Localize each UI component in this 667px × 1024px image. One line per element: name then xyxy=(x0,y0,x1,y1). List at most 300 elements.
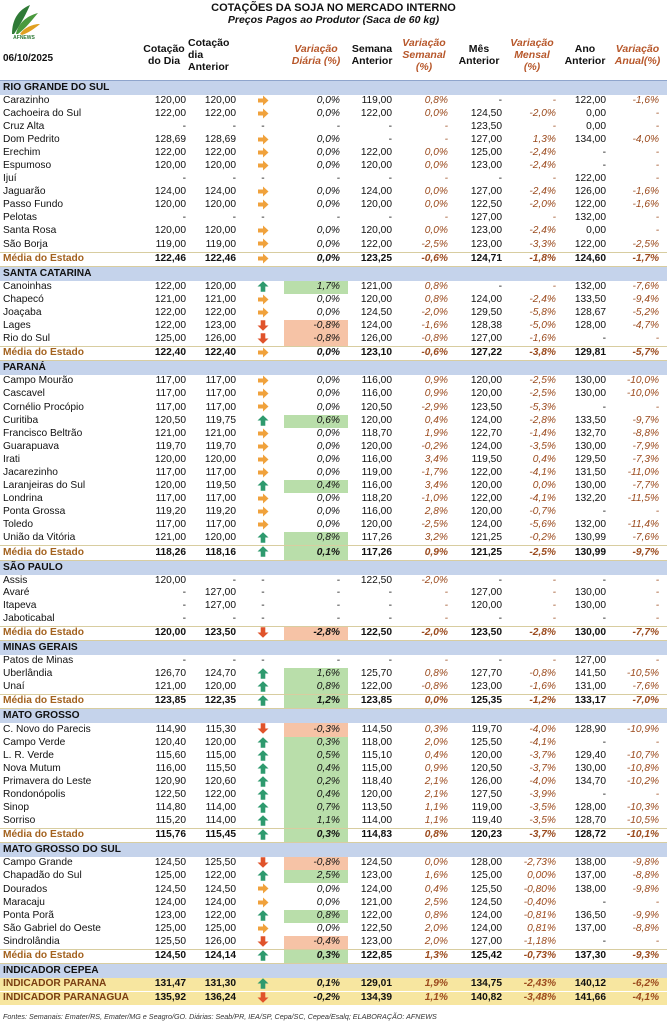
mes-anterior: 123,50 xyxy=(470,401,502,413)
cotacao-anterior: 117,00 xyxy=(205,388,236,400)
flat-arrow-icon xyxy=(242,388,284,401)
cotacao-anterior: 126,00 xyxy=(204,935,236,947)
variacao-diaria: - xyxy=(336,212,340,224)
trend-cell: - xyxy=(261,613,265,625)
table-row xyxy=(0,587,667,600)
mes-anterior: - xyxy=(498,95,502,107)
cotacao-anterior: 117,00 xyxy=(205,493,236,505)
variacao-semanal: -0,6% xyxy=(398,252,456,266)
variacao-diaria: 0,4% xyxy=(284,763,348,776)
semana-anterior: 114,50 xyxy=(361,723,392,735)
name: Rondonópolis xyxy=(3,789,66,800)
flat-arrow-icon xyxy=(242,493,284,506)
down-arrow-icon xyxy=(242,723,284,736)
variacao-mensal: 0,4% xyxy=(532,453,556,465)
variacao-anual: -11,0% xyxy=(627,466,660,478)
cotacao-dia: 124,50 xyxy=(136,949,192,963)
ano-anterior: 129,81 xyxy=(564,347,612,361)
variacao-diaria: 0,0% xyxy=(316,922,340,934)
cotacao-anterior: 124,00 xyxy=(204,896,236,908)
page-title: COTAÇÕES DA SOJA NO MERCADO INTERNO xyxy=(211,2,456,14)
cotacao-dia: 123,85 xyxy=(136,695,192,709)
table-row xyxy=(0,480,667,493)
variacao-semanal: -0,8% xyxy=(421,681,448,693)
ano-anterior: 130,99 xyxy=(574,532,606,544)
cotacao-dia: 117,00 xyxy=(155,466,186,478)
variacao-mensal: -2,4% xyxy=(529,186,556,198)
ano-anterior: 129,40 xyxy=(574,749,606,761)
mes-anterior: 127,00 xyxy=(470,587,502,599)
variacao-semanal: -0,6% xyxy=(398,347,456,361)
variacao-semanal: 3,2% xyxy=(424,532,448,544)
mes-anterior: 121,25 xyxy=(470,532,502,544)
variacao-anual: - xyxy=(655,789,660,800)
ano-anterior: 0,00 xyxy=(586,108,606,120)
name: Campo Grande xyxy=(3,857,73,869)
variacao-semanal: 0,0% xyxy=(424,857,448,869)
variacao-anual: -8,8% xyxy=(632,427,660,439)
cotacao-dia: 122,00 xyxy=(154,108,186,120)
ano-anterior: 132,00 xyxy=(574,519,606,531)
variacao-semanal: - xyxy=(444,134,448,146)
cotacao-dia: 131,47 xyxy=(136,978,192,992)
column-headers xyxy=(0,36,667,78)
name: Guarapuava xyxy=(3,440,60,452)
semana-anterior: 118,70 xyxy=(361,427,392,439)
semana-anterior: 116,00 xyxy=(361,480,392,492)
variacao-semanal: 0,9% xyxy=(398,546,456,560)
up-arrow-icon xyxy=(242,737,284,750)
variacao-diaria: 0,4% xyxy=(284,480,348,493)
cotacao-anterior: - xyxy=(232,121,236,133)
cotacao-anterior: 119,70 xyxy=(205,440,236,452)
variacao-diaria: 0,0% xyxy=(316,375,340,387)
flat-arrow-icon xyxy=(242,506,284,519)
mes-anterior: 125,42 xyxy=(456,949,508,963)
mes-anterior: - xyxy=(498,655,502,667)
flat-arrow-icon xyxy=(242,307,284,320)
name: Francisco Beltrão xyxy=(3,427,83,439)
ano-anterior: 128,72 xyxy=(564,829,612,843)
cotacao-dia: 120,00 xyxy=(154,225,186,237)
semana-anterior: 117,26 xyxy=(361,532,392,544)
variacao-mensal: -2,73% xyxy=(523,857,556,869)
ano-anterior: 128,70 xyxy=(574,815,606,827)
ano-anterior: 132,20 xyxy=(574,493,606,505)
mes-anterior: 122,70 xyxy=(470,427,502,439)
variacao-anual: -7,6% xyxy=(632,681,660,693)
mes-anterior: 127,70 xyxy=(470,668,502,680)
name: Campo Verde xyxy=(3,736,66,748)
variacao-diaria: 0,0% xyxy=(316,160,340,172)
name: Chapadão do Sul xyxy=(3,870,82,882)
variacao-mensal: - xyxy=(552,121,556,133)
variacao-diaria: 0,1% xyxy=(284,978,348,992)
ano-anterior: - xyxy=(602,506,606,518)
cotacao-dia: 124,50 xyxy=(154,857,186,869)
table-row xyxy=(0,910,667,923)
mes-anterior: 140,82 xyxy=(456,992,508,1006)
variacao-mensal: -3,5% xyxy=(529,802,556,814)
semana-anterior: 125,70 xyxy=(360,668,392,680)
semana-anterior: 122,85 xyxy=(348,949,398,963)
variacao-anual: - xyxy=(655,333,660,345)
variacao-anual: -4,1% xyxy=(612,992,667,1006)
variacao-semanal: 0,0% xyxy=(424,108,448,120)
variacao-semanal: 2,8% xyxy=(424,506,448,518)
ano-anterior: 0,00 xyxy=(586,121,606,133)
variacao-diaria: -2,8% xyxy=(284,627,348,641)
cotacao-dia: 122,00 xyxy=(154,306,186,318)
variacao-mensal: -0,8% xyxy=(529,668,556,680)
ano-anterior: 127,00 xyxy=(574,655,606,667)
table-row xyxy=(0,134,667,147)
table-row xyxy=(0,936,667,950)
variacao-mensal: - xyxy=(552,95,556,107)
variacao-anual: -5,2% xyxy=(632,306,660,318)
variacao-mensal: -3,48% xyxy=(508,992,564,1006)
up-arrow-icon xyxy=(242,763,284,776)
mes-anterior: 127,00 xyxy=(470,212,502,224)
variacao-mensal: -1,6% xyxy=(529,333,556,345)
ano-anterior: - xyxy=(602,613,606,625)
semana-anterior: 126,00 xyxy=(360,333,392,345)
cotacao-anterior: 124,50 xyxy=(204,883,236,895)
name: Média do Estado xyxy=(0,347,136,361)
variacao-diaria: 0,8% xyxy=(284,532,348,546)
cotacao-anterior: - xyxy=(232,212,236,224)
state-average-row xyxy=(0,949,667,963)
variacao-semanal: 0,0% xyxy=(424,225,448,237)
variacao-mensal: -0,2% xyxy=(529,532,556,544)
quotes-table xyxy=(0,80,667,1006)
variacao-anual: - xyxy=(655,587,660,599)
flat-arrow-icon xyxy=(242,186,284,199)
cotacao-anterior: 120,00 xyxy=(204,225,236,237)
semana-anterior: 115,10 xyxy=(361,749,392,761)
variacao-anual: - xyxy=(655,401,660,413)
mes-anterior: 120,50 xyxy=(470,762,502,774)
name: Londrina xyxy=(3,493,43,505)
semana-anterior: 119,00 xyxy=(361,466,392,478)
variacao-semanal: 2,0% xyxy=(424,935,448,947)
section-title: SÃO PAULO xyxy=(0,560,667,575)
flat-arrow-icon xyxy=(242,238,284,252)
variacao-diaria: 0,0% xyxy=(316,134,340,146)
cotacao-dia: 122,00 xyxy=(154,280,186,292)
header-cotacao-dia: Cotação do Dia xyxy=(143,43,185,67)
semana-anterior: - xyxy=(388,173,392,185)
variacao-diaria: -0,8% xyxy=(284,320,348,333)
mes-anterior: 120,00 xyxy=(470,600,502,612)
variacao-diaria: - xyxy=(336,173,340,185)
variacao-mensal: -0,73% xyxy=(508,949,564,963)
header-variacao-mensal: Variação Mensal (%) xyxy=(510,37,554,73)
variacao-anual: - xyxy=(655,121,660,133)
table-row xyxy=(0,493,667,506)
cotacao-dia: 115,76 xyxy=(136,829,192,843)
flat-arrow-icon xyxy=(242,108,284,121)
variacao-semanal: 3,4% xyxy=(424,453,448,465)
variacao-semanal: 0,8% xyxy=(424,668,448,680)
variacao-semanal: 0,0% xyxy=(424,160,448,172)
variacao-mensal: - xyxy=(552,587,556,599)
up-arrow-icon xyxy=(242,668,284,681)
cotacao-anterior: 128,69 xyxy=(204,134,236,146)
cotacao-anterior: 117,00 xyxy=(205,375,236,387)
section-header xyxy=(0,81,667,96)
mes-anterior: 124,00 xyxy=(470,922,502,934)
state-average-row xyxy=(0,695,667,709)
variacao-anual: -10,9% xyxy=(626,723,660,735)
variacao-semanal: 1,9% xyxy=(424,427,448,439)
variacao-anual: -9,7% xyxy=(612,546,667,560)
name: Cruz Alta xyxy=(3,121,45,133)
variacao-anual: - xyxy=(655,225,660,237)
name: Passo Fundo xyxy=(3,199,64,211)
section-header xyxy=(0,709,667,724)
ano-anterior: 130,00 xyxy=(574,600,606,612)
variacao-anual: -10,5% xyxy=(626,668,660,680)
variacao-diaria: - xyxy=(336,600,340,612)
table-row xyxy=(0,108,667,121)
ano-anterior: 132,00 xyxy=(574,212,606,224)
trend-cell: - xyxy=(261,574,265,586)
variacao-diaria: 1,7% xyxy=(284,281,348,294)
up-arrow-icon xyxy=(242,776,284,789)
ano-anterior: 130,00 xyxy=(574,762,606,774)
ano-anterior: - xyxy=(602,736,606,748)
header-variacao-semanal: Variação Semanal (%) xyxy=(402,37,446,73)
variacao-diaria: 0,0% xyxy=(316,896,340,908)
mes-anterior: 127,00 xyxy=(470,186,502,198)
variacao-mensal: -2,4% xyxy=(529,160,556,172)
mes-anterior: 127,22 xyxy=(456,347,508,361)
semana-anterior: 121,00 xyxy=(360,280,392,292)
name: Santa Rosa xyxy=(3,225,57,237)
cotacao-anterior: 122,00 xyxy=(204,108,236,120)
table-row xyxy=(0,320,667,333)
indicator-row xyxy=(0,978,667,992)
cotacao-dia: 120,90 xyxy=(154,775,186,787)
name: INDICADOR PARANÁ xyxy=(0,978,136,992)
cotacao-dia: 124,00 xyxy=(154,186,186,198)
variacao-diaria: 0,0% xyxy=(316,440,340,452)
table-row xyxy=(0,388,667,401)
name: Média do Estado xyxy=(0,252,136,266)
mes-anterior: 124,71 xyxy=(456,252,508,266)
name: Média do Estado xyxy=(0,546,136,560)
mes-anterior: 119,40 xyxy=(471,815,502,827)
semana-anterior: 124,50 xyxy=(360,306,392,318)
cotacao-anterior: 122,46 xyxy=(192,252,242,266)
up-arrow-icon xyxy=(242,546,284,560)
variacao-diaria: 0,0% xyxy=(316,293,340,305)
up-arrow-icon xyxy=(242,750,284,763)
cotacao-dia: 119,00 xyxy=(155,238,186,250)
variacao-semanal: 1,1% xyxy=(398,992,456,1006)
cotacao-dia: 124,50 xyxy=(154,883,186,895)
name: C. Novo do Parecis xyxy=(3,723,91,735)
variacao-mensal: -5,6% xyxy=(529,519,556,531)
ano-anterior: 133,50 xyxy=(574,293,606,305)
variacao-diaria: 0,0% xyxy=(316,883,340,895)
cotacao-dia: 125,00 xyxy=(154,922,186,934)
variacao-diaria: 0,3% xyxy=(284,829,348,843)
cotacao-anterior: 115,30 xyxy=(205,723,236,735)
variacao-semanal: 2,5% xyxy=(424,896,448,908)
variacao-mensal: 1,3% xyxy=(532,134,556,146)
flat-arrow-icon xyxy=(242,375,284,388)
cotacao-anterior: 122,00 xyxy=(204,870,236,882)
name: São Gabriel do Oeste xyxy=(3,922,101,934)
semana-anterior: 120,00 xyxy=(360,440,392,452)
semana-anterior: 120,00 xyxy=(360,789,392,800)
table-row xyxy=(0,441,667,454)
variacao-anual: -2,5% xyxy=(632,238,660,250)
semana-anterior: 116,00 xyxy=(361,506,392,518)
header-variacao-diaria: Variação Diária (%) xyxy=(291,43,341,67)
semana-anterior: - xyxy=(388,600,392,612)
cotacao-dia: 114,80 xyxy=(155,802,186,814)
cotacao-dia: - xyxy=(182,121,186,133)
semana-anterior: 116,00 xyxy=(361,453,392,465)
cotacao-anterior: - xyxy=(232,613,236,625)
up-arrow-icon xyxy=(242,281,284,294)
semana-anterior: 120,00 xyxy=(360,519,392,531)
variacao-anual: -7,6% xyxy=(632,280,660,292)
header-ano: Ano Anterior xyxy=(564,43,606,67)
mes-anterior: 124,00 xyxy=(470,414,502,426)
ano-anterior: - xyxy=(602,160,606,172)
variacao-mensal: -1,6% xyxy=(529,681,556,693)
up-arrow-icon xyxy=(242,681,284,695)
table-row xyxy=(0,519,667,532)
variacao-diaria: 0,0% xyxy=(316,186,340,198)
variacao-diaria: 0,0% xyxy=(284,252,348,266)
variacao-semanal: 0,4% xyxy=(424,749,448,761)
flat-arrow-icon xyxy=(242,160,284,173)
cotacao-anterior: 119,00 xyxy=(205,238,236,250)
semana-anterior: 134,39 xyxy=(348,992,398,1006)
variacao-mensal: -1,4% xyxy=(529,427,556,439)
section-header xyxy=(0,964,667,979)
variacao-anual: -9,8% xyxy=(632,883,660,895)
variacao-mensal: -3,7% xyxy=(529,762,556,774)
cotacao-dia: 121,00 xyxy=(154,681,186,693)
cotacao-anterior: 114,00 xyxy=(205,802,236,814)
cotacao-anterior: - xyxy=(232,173,236,185)
cotacao-anterior: 115,45 xyxy=(192,829,242,843)
ano-anterior: 137,00 xyxy=(574,922,606,934)
variacao-anual: - xyxy=(655,506,660,518)
variacao-diaria: -0,2% xyxy=(284,992,348,1006)
mes-anterior: 124,50 xyxy=(470,108,502,120)
variacao-mensal: - xyxy=(552,173,556,185)
variacao-diaria: 0,1% xyxy=(284,546,348,560)
name: Itapeva xyxy=(3,600,37,612)
state-average-row xyxy=(0,252,667,266)
ano-anterior: 122,00 xyxy=(574,199,606,211)
variacao-anual: -4,0% xyxy=(632,134,660,146)
variacao-diaria: 0,0% xyxy=(316,306,340,318)
flat-arrow-icon xyxy=(242,467,284,480)
mes-anterior: 129,50 xyxy=(470,306,502,318)
name: Cachoeira do Sul xyxy=(3,108,82,120)
table-row xyxy=(0,802,667,815)
cotacao-dia: 135,92 xyxy=(136,992,192,1006)
variacao-semanal: -2,0% xyxy=(421,574,448,586)
trend-cell: - xyxy=(261,173,265,185)
cotacao-dia: 120,50 xyxy=(154,414,186,426)
ano-anterior: 138,00 xyxy=(574,857,606,869)
semana-anterior: 120,00 xyxy=(360,160,392,172)
variacao-diaria: 1,1% xyxy=(284,815,348,829)
flat-arrow-icon xyxy=(242,923,284,936)
section-title: PARANÁ xyxy=(0,361,667,376)
variacao-anual: -7,7% xyxy=(612,627,667,641)
variacao-mensal: -3,7% xyxy=(508,829,564,843)
variacao-mensal: - xyxy=(552,280,556,292)
mes-anterior: 123,00 xyxy=(470,225,502,237)
semana-anterior: 121,00 xyxy=(360,896,392,908)
name: Sindrolândia xyxy=(3,935,60,947)
variacao-mensal: -1,2% xyxy=(508,695,564,709)
variacao-diaria: 0,0% xyxy=(316,506,340,518)
semana-anterior: 122,50 xyxy=(360,922,392,934)
cotacao-anterior: 127,00 xyxy=(204,600,236,612)
table-row xyxy=(0,160,667,173)
cotacao-anterior: 119,75 xyxy=(205,414,236,426)
variacao-mensal: -4,1% xyxy=(529,493,556,505)
ano-anterior: 131,00 xyxy=(574,681,606,693)
variacao-semanal: 0,8% xyxy=(398,829,456,843)
cotacao-dia: 125,00 xyxy=(154,870,186,882)
variacao-anual: -7,7% xyxy=(632,480,660,492)
table-row xyxy=(0,763,667,776)
mes-anterior: 125,50 xyxy=(470,736,502,748)
name: Laranjeiras do Sul xyxy=(3,480,86,492)
variacao-semanal: -1,7% xyxy=(421,466,448,478)
flat-arrow-icon xyxy=(242,897,284,910)
cotacao-dia: 118,26 xyxy=(136,546,192,560)
variacao-diaria: 0,0% xyxy=(316,453,340,465)
up-arrow-icon xyxy=(242,829,284,843)
footer-sources: Fontes: Semanais: Emater/RS, Emater/MG e Seagro/GO. Diárias: Seab/PR, IEA/SP, Cepa/SC, Cepea/Esalq; ELABORAÇÃO: AFNEWS xyxy=(3,1012,437,1021)
variacao-anual: -5,7% xyxy=(612,347,667,361)
name: Ponta Porã xyxy=(3,909,54,921)
variacao-mensal: - xyxy=(552,212,556,224)
name: Média do Estado xyxy=(0,829,136,843)
name: Média do Estado xyxy=(0,695,136,709)
table-row xyxy=(0,281,667,294)
name: Canoinhas xyxy=(3,280,52,292)
variacao-semanal: -0,8% xyxy=(421,333,448,345)
variacao-mensal: -1,8% xyxy=(508,252,564,266)
section-title: SANTA CATARINA xyxy=(0,266,667,281)
table-row xyxy=(0,532,667,546)
ano-anterior: 130,00 xyxy=(574,388,606,400)
cotacao-anterior: 120,00 xyxy=(204,453,236,465)
mes-anterior: 120,00 xyxy=(470,749,502,761)
logo-text: AFNEWS xyxy=(13,35,35,41)
cotacao-dia: 122,46 xyxy=(136,252,192,266)
variacao-semanal: - xyxy=(444,655,448,667)
variacao-anual: -9,7% xyxy=(632,414,660,426)
variacao-semanal: 0,8% xyxy=(424,909,448,921)
section-title: INDICADOR CEPEA xyxy=(0,964,667,979)
section-title: MINAS GERAIS xyxy=(0,641,667,656)
